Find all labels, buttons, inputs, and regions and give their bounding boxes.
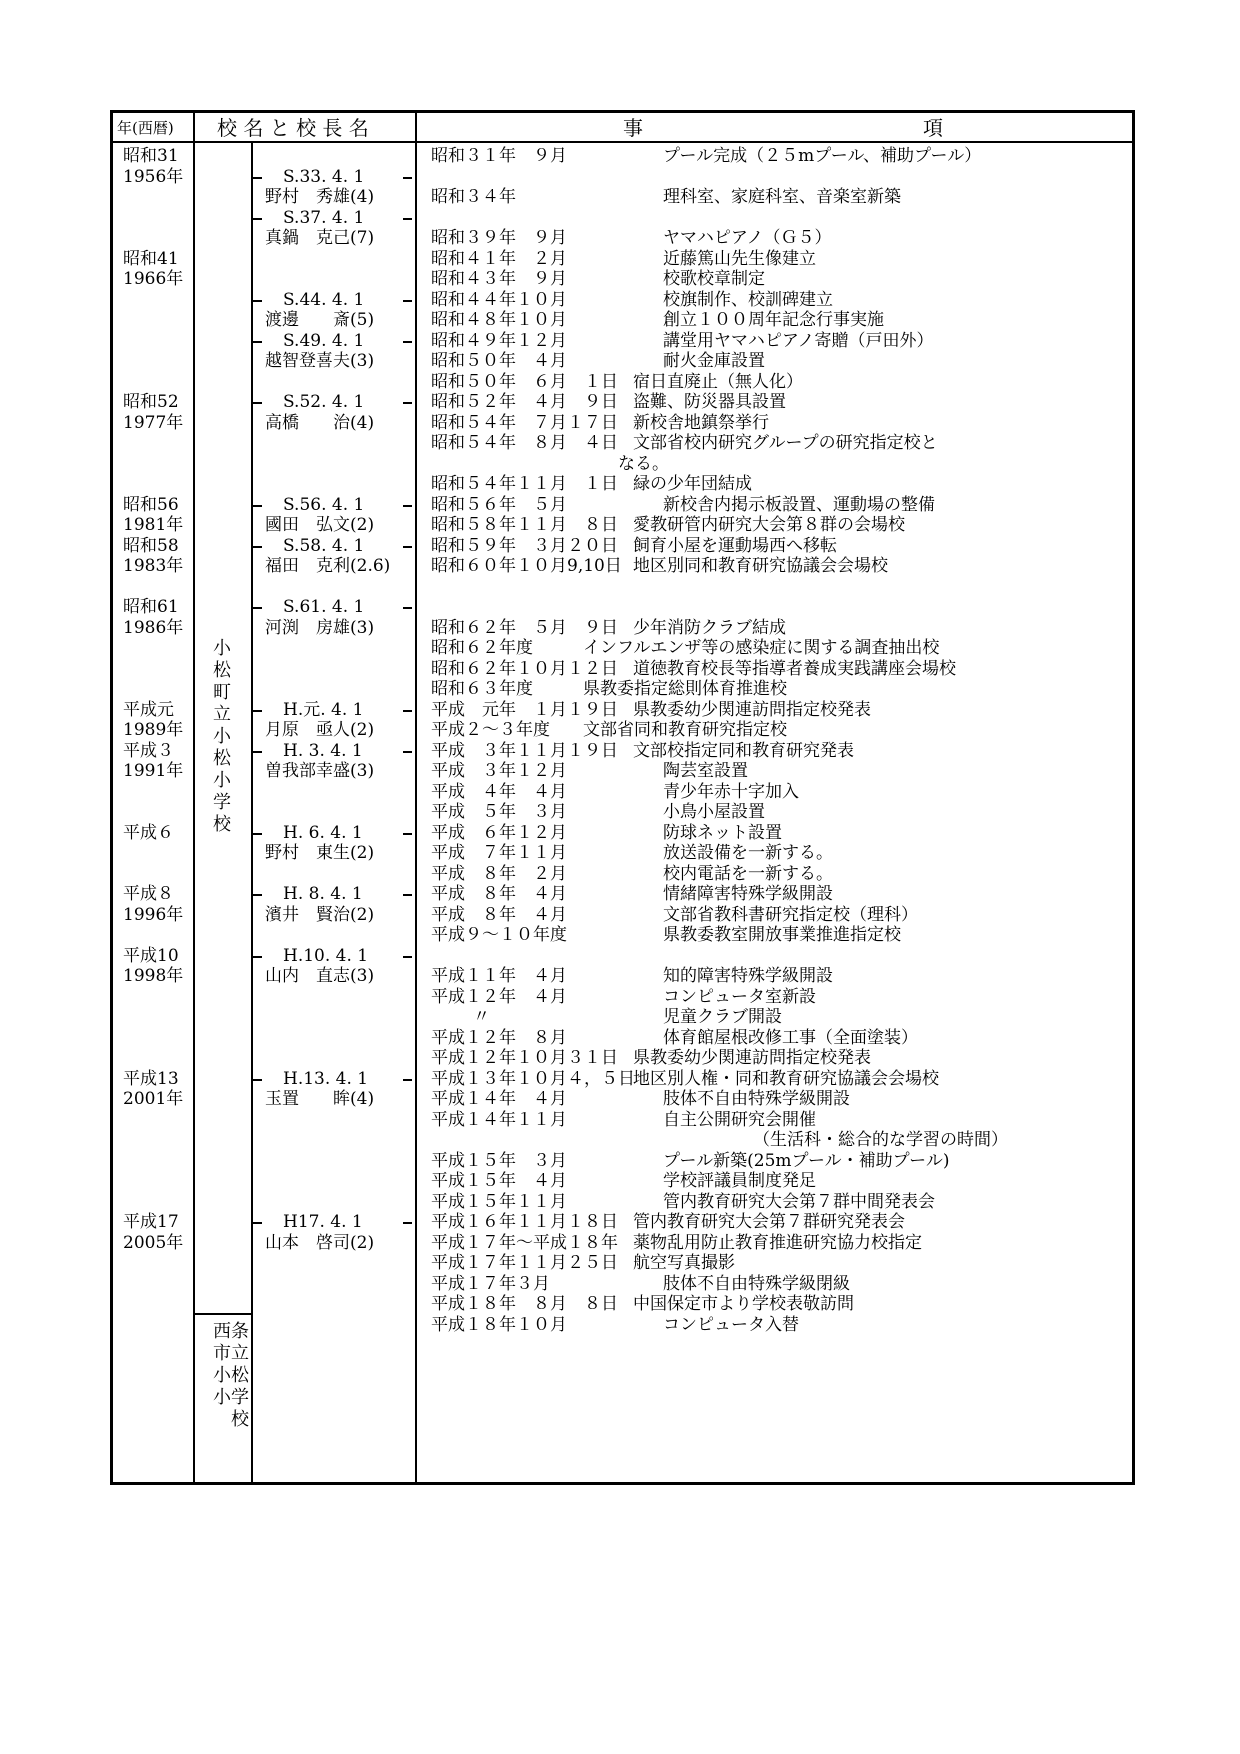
- event-description: コンピュータ室新設: [663, 986, 816, 1007]
- year-western: 1977年: [123, 412, 184, 433]
- event-date: 昭和５４年 ７月１７日: [431, 412, 618, 433]
- event-description: 情緒障害特殊学級開設: [663, 884, 833, 904]
- event-date: 平成１２年１０月３１日: [431, 1048, 618, 1068]
- principal-start-date: S.56. 4. 1: [283, 494, 365, 515]
- principal-tick-left: [253, 218, 262, 220]
- principal-tick-right: [403, 218, 412, 220]
- event-description: 自主公開研究会開催: [663, 1109, 816, 1130]
- event-date: 平成 ３年１２月: [431, 761, 567, 781]
- event-date: 平成１５年 ３月: [431, 1150, 567, 1171]
- school-name-komatsu: 小松町立小松小学校: [213, 638, 231, 835]
- principal-start-date: S.52. 4. 1: [283, 392, 365, 412]
- event-date: 昭和４８年１０月: [431, 310, 567, 330]
- year-western: 2005年: [123, 1232, 184, 1253]
- principal-tick-right: [403, 300, 412, 302]
- event-date: 昭和５４年 ８月 ４日: [431, 433, 618, 453]
- event-description: 文部省教科書研究指定校（理科）: [663, 904, 918, 925]
- principal-start-date: H. 3. 4. 1: [283, 740, 363, 761]
- principal-tick-left: [253, 607, 262, 609]
- principal-name: 濱井 賢治(2): [265, 904, 375, 925]
- principal-name: 國田 弘文(2): [265, 515, 375, 535]
- principal-tick-right: [403, 751, 412, 753]
- event-date: 〃: [473, 1007, 490, 1027]
- principal-tick-right: [403, 833, 412, 835]
- principal-start-date: S.44. 4. 1: [283, 289, 365, 310]
- event-date: 昭和５２年 ４月 ９日: [431, 392, 618, 412]
- principal-tick-left: [253, 956, 262, 958]
- principal-tick-right: [403, 177, 412, 179]
- event-description: 管内教育研究大会第７群中間発表会: [663, 1191, 935, 1212]
- principal-start-date: H.13. 4. 1: [283, 1068, 369, 1089]
- event-date: 平成１７年３月: [431, 1273, 550, 1294]
- principal-tick-left: [253, 300, 262, 302]
- year-era: 平成３: [123, 740, 174, 761]
- principal-name: 野村 東生(2): [265, 843, 375, 863]
- principal-tick-right: [403, 341, 412, 343]
- principal-start-date: H. 8. 4. 1: [283, 884, 363, 904]
- principal-tick-right: [403, 956, 412, 958]
- event-date: 平成 ８年 ４月: [431, 884, 567, 904]
- school-name-nishijo: 西条市立小松小学校: [213, 1321, 249, 1430]
- event-date: 平成１７年１１月２５日: [431, 1253, 618, 1273]
- event-description: 地区別人権・同和教育研究協議会会場校: [633, 1068, 939, 1089]
- header-koto: 事: [623, 116, 643, 140]
- event-date: 平成１６年１１月１８日: [431, 1212, 618, 1232]
- year-western: 1986年: [123, 617, 184, 638]
- event-description: 文部省校内研究グループの研究指定校と: [633, 433, 938, 453]
- principal-tick-right: [403, 402, 412, 404]
- principal-start-date: H17. 4. 1: [283, 1212, 363, 1232]
- divider-names: [415, 113, 417, 1482]
- event-date: 平成 ３年１１月１９日: [431, 740, 618, 761]
- event-date: 昭和５０年 ６月 １日: [431, 371, 618, 392]
- principal-name: 野村 秀雄(4): [265, 187, 375, 207]
- year-western: 1991年: [123, 761, 184, 781]
- year-era: 平成13: [123, 1068, 179, 1089]
- event-description: 県教委幼少関連訪問指定校発表: [633, 1048, 871, 1068]
- event-description: 肢体不自由特殊学級開設: [663, 1089, 850, 1109]
- principal-tick-left: [253, 402, 262, 404]
- year-western: 1998年: [123, 966, 184, 986]
- event-date: 平成 ５年 ３月: [431, 802, 567, 822]
- year-western: 1966年: [123, 269, 184, 289]
- event-description: 薬物乱用防止教育推進研究協力校指定: [633, 1232, 922, 1253]
- year-era: 平成17: [123, 1212, 179, 1232]
- event-description: 知的障害特殊学級開設: [663, 966, 833, 986]
- event-description: 青少年赤十字加入: [663, 781, 799, 802]
- year-era: 昭和61: [123, 597, 179, 617]
- year-era: 昭和58: [123, 535, 179, 556]
- event-date: 平成１１年 ４月: [431, 966, 567, 986]
- event-description: （生活科・総合的な学習の時間）: [753, 1130, 1008, 1150]
- year-western: 1989年: [123, 720, 184, 740]
- event-date: 昭和４１年 ２月: [431, 248, 567, 269]
- event-date: 平成 ４年 ４月: [431, 781, 567, 802]
- principal-tick-left: [253, 341, 262, 343]
- principal-start-date: S.61. 4. 1: [283, 597, 365, 617]
- event-date: 昭和３４年: [431, 187, 516, 207]
- event-description: 放送設備を一新する。: [663, 843, 833, 863]
- event-date: 平成１８年１０月: [431, 1314, 567, 1335]
- school-change-rule: [193, 1313, 251, 1315]
- principal-name: 山内 直志(3): [265, 966, 375, 986]
- event-description: 飼育小屋を運動場西へ移転: [633, 535, 837, 556]
- header-year: 年(西暦): [117, 119, 174, 137]
- event-date: 昭和５６年 ５月: [431, 494, 567, 515]
- event-description: 文部校指定同和教育研究発表: [633, 740, 854, 761]
- event-description: 地区別同和教育研究協議会会場校: [633, 556, 888, 576]
- principal-name: 越智登喜夫(3): [265, 351, 375, 371]
- event-date: 平成１３年１０月４，５日: [431, 1068, 635, 1089]
- principal-name: 福田 克利(2.6): [265, 556, 391, 576]
- event-description: 理科室、家庭科室、音楽室新築: [663, 187, 901, 207]
- event-description: 児童クラブ開設: [663, 1007, 782, 1027]
- principal-tick-left: [253, 546, 262, 548]
- event-description: インフルエンザ等の感染症に関する調査抽出校: [583, 638, 940, 658]
- principal-tick-right: [403, 546, 412, 548]
- principal-tick-left: [253, 751, 262, 753]
- year-era: 平成元: [123, 699, 174, 720]
- year-era: 昭和41: [123, 248, 179, 269]
- event-description: 肢体不自由特殊学級閉級: [663, 1273, 850, 1294]
- principal-start-date: S.33. 4. 1: [283, 166, 365, 187]
- principal-start-date: S.49. 4. 1: [283, 330, 365, 351]
- event-description: プール完成（２５mプール、補助プール）: [663, 146, 982, 166]
- header-rule: [113, 141, 1132, 143]
- principal-start-date: H.10. 4. 1: [283, 945, 369, 966]
- year-western: 2001年: [123, 1089, 184, 1109]
- event-description: 校内電話を一新する。: [663, 863, 833, 884]
- event-date: 昭和５４年１１月 １日: [431, 474, 618, 494]
- event-date: 昭和６２年 ５月 ９日: [431, 617, 618, 638]
- event-date: 昭和３１年 ９月: [431, 146, 567, 166]
- event-date: 平成１４年１１月: [431, 1109, 567, 1130]
- event-description: 防球ネット設置: [663, 822, 782, 843]
- event-description: 講堂用ヤマハピアノ寄贈（戸田外）: [663, 330, 934, 351]
- event-date: 昭和４９年１２月: [431, 330, 567, 351]
- year-western: 1981年: [123, 515, 184, 535]
- principal-start-date: H. 6. 4. 1: [283, 822, 363, 843]
- event-description: 愛教研管内研究大会第８群の会場校: [633, 515, 905, 535]
- event-date: 平成 元年 １月１９日: [431, 699, 618, 720]
- event-description: 校旗制作、校訓碑建立: [663, 289, 833, 310]
- principal-start-date: S.37. 4. 1: [283, 207, 365, 228]
- event-description: 近藤篤山先生像建立: [663, 248, 816, 269]
- principal-name: 曽我部幸盛(3): [265, 761, 375, 781]
- divider-year: [193, 113, 195, 1482]
- principal-start-date: H.元. 4. 1: [283, 699, 364, 720]
- event-description: 中国保定市より学校表敬訪問: [633, 1294, 854, 1314]
- header-kou: 項: [923, 116, 943, 140]
- principal-tick-left: [253, 1222, 262, 1224]
- event-description: コンピュータ入替: [663, 1314, 799, 1335]
- event-description: 新校舎内掲示板設置、運動場の整備: [663, 494, 935, 515]
- event-date: 昭和６２年度: [431, 638, 533, 658]
- event-date: 平成９～１０年度: [431, 925, 567, 945]
- event-date: 平成 ６年１２月: [431, 822, 567, 843]
- event-date: 昭和６２年１０月１２日: [431, 658, 618, 679]
- principal-tick-left: [253, 894, 262, 896]
- year-western: 1956年: [123, 166, 184, 187]
- principal-name: 玉置 眸(4): [265, 1089, 375, 1109]
- principal-tick-right: [403, 607, 412, 609]
- event-description: 県教委幼少関連訪問指定校発表: [633, 699, 871, 720]
- event-description: 校歌校章制定: [663, 269, 765, 289]
- event-date: 平成 ８年 ４月: [431, 904, 567, 925]
- event-date: 平成１５年１１月: [431, 1191, 567, 1212]
- event-date: 平成１４年 ４月: [431, 1089, 567, 1109]
- principal-tick-left: [253, 177, 262, 179]
- principal-tick-right: [403, 710, 412, 712]
- event-date: 平成１２年 ８月: [431, 1027, 567, 1048]
- year-era: 平成10: [123, 945, 179, 966]
- event-date: 平成１８年 ８月 ８日: [431, 1294, 618, 1314]
- event-date: 平成１５年 ４月: [431, 1171, 567, 1191]
- event-description: 少年消防クラブ結成: [633, 617, 786, 638]
- principal-tick-left: [253, 833, 262, 835]
- year-western: 1996年: [123, 904, 184, 925]
- event-date: 昭和３９年 ９月: [431, 228, 567, 248]
- event-date: 平成 ７年１１月: [431, 843, 567, 863]
- event-description: 新校舎地鎮祭挙行: [633, 412, 769, 433]
- principal-tick-right: [403, 505, 412, 507]
- event-date: 平成 ８年 ２月: [431, 863, 567, 884]
- principal-name: 月原 亟人(2): [265, 720, 375, 740]
- year-era: 平成６: [123, 822, 174, 843]
- event-date: 平成１７年～平成１８年: [431, 1232, 618, 1253]
- event-description: 創立１００周年記念行事実施: [663, 310, 884, 330]
- event-description: 宿日直廃止（無人化）: [633, 371, 803, 392]
- principal-name: 山本 啓司(2): [265, 1232, 375, 1253]
- event-description: 道徳教育校長等指導者養成実践講座会場校: [633, 658, 956, 679]
- event-description: 航空写真撮影: [633, 1253, 735, 1273]
- principal-name: 真鍋 克己(7): [265, 228, 375, 248]
- principal-start-date: S.58. 4. 1: [283, 535, 365, 556]
- event-date: 平成２～３年度: [431, 720, 550, 740]
- principal-tick-left: [253, 505, 262, 507]
- event-date: 昭和６０年１０月9,10日: [431, 556, 622, 576]
- event-description: なる。: [618, 453, 669, 474]
- principal-name: 河渕 房雄(3): [265, 617, 375, 638]
- event-date: 昭和５８年１１月 ８日: [431, 515, 618, 535]
- year-era: 昭和56: [123, 494, 179, 515]
- event-description: 体育館屋根改修工事（全面塗装）: [663, 1027, 918, 1048]
- event-description: 陶芸室設置: [663, 761, 748, 781]
- event-description: 耐火金庫設置: [663, 351, 765, 371]
- year-era: 昭和31: [123, 146, 179, 166]
- event-description: 文部省同和教育研究指定校: [583, 720, 787, 740]
- event-description: 管内教育研究大会第７群研究発表会: [633, 1212, 905, 1232]
- event-description: 盗難、防災器具設置: [633, 392, 786, 412]
- principal-tick-left: [253, 1079, 262, 1081]
- principal-tick-right: [403, 894, 412, 896]
- event-description: 学校評議員制度発足: [663, 1171, 816, 1191]
- principal-tick-right: [403, 1222, 412, 1224]
- event-date: 昭和４４年１０月: [431, 289, 567, 310]
- principal-name: 渡邊 斎(5): [265, 310, 375, 330]
- event-description: プール新築(25mプール・補助プール): [663, 1150, 950, 1171]
- event-date: 昭和６３年度: [431, 679, 533, 699]
- event-description: ヤマハピアノ（Ｇ５）: [663, 228, 832, 248]
- event-description: 緑の少年団結成: [633, 474, 752, 494]
- history-table: [110, 110, 1135, 1485]
- year-era: 昭和52: [123, 392, 179, 412]
- event-date: 昭和４３年 ９月: [431, 269, 567, 289]
- principal-tick-left: [253, 710, 262, 712]
- event-description: 小鳥小屋設置: [663, 802, 765, 822]
- principal-tick-right: [403, 1079, 412, 1081]
- principal-name: 高橋 治(4): [265, 412, 375, 433]
- event-description: 県教委教室開放事業推進指定校: [663, 925, 901, 945]
- event-date: 昭和５０年 ４月: [431, 351, 567, 371]
- year-era: 平成８: [123, 884, 174, 904]
- header-school-principal: 校 名 と 校 長 名: [217, 116, 369, 140]
- year-western: 1983年: [123, 556, 184, 576]
- event-date: 平成１２年 ４月: [431, 986, 567, 1007]
- event-date: 昭和５９年 ３月２０日: [431, 535, 618, 556]
- event-description: 県教委指定総則体育推進校: [583, 679, 787, 699]
